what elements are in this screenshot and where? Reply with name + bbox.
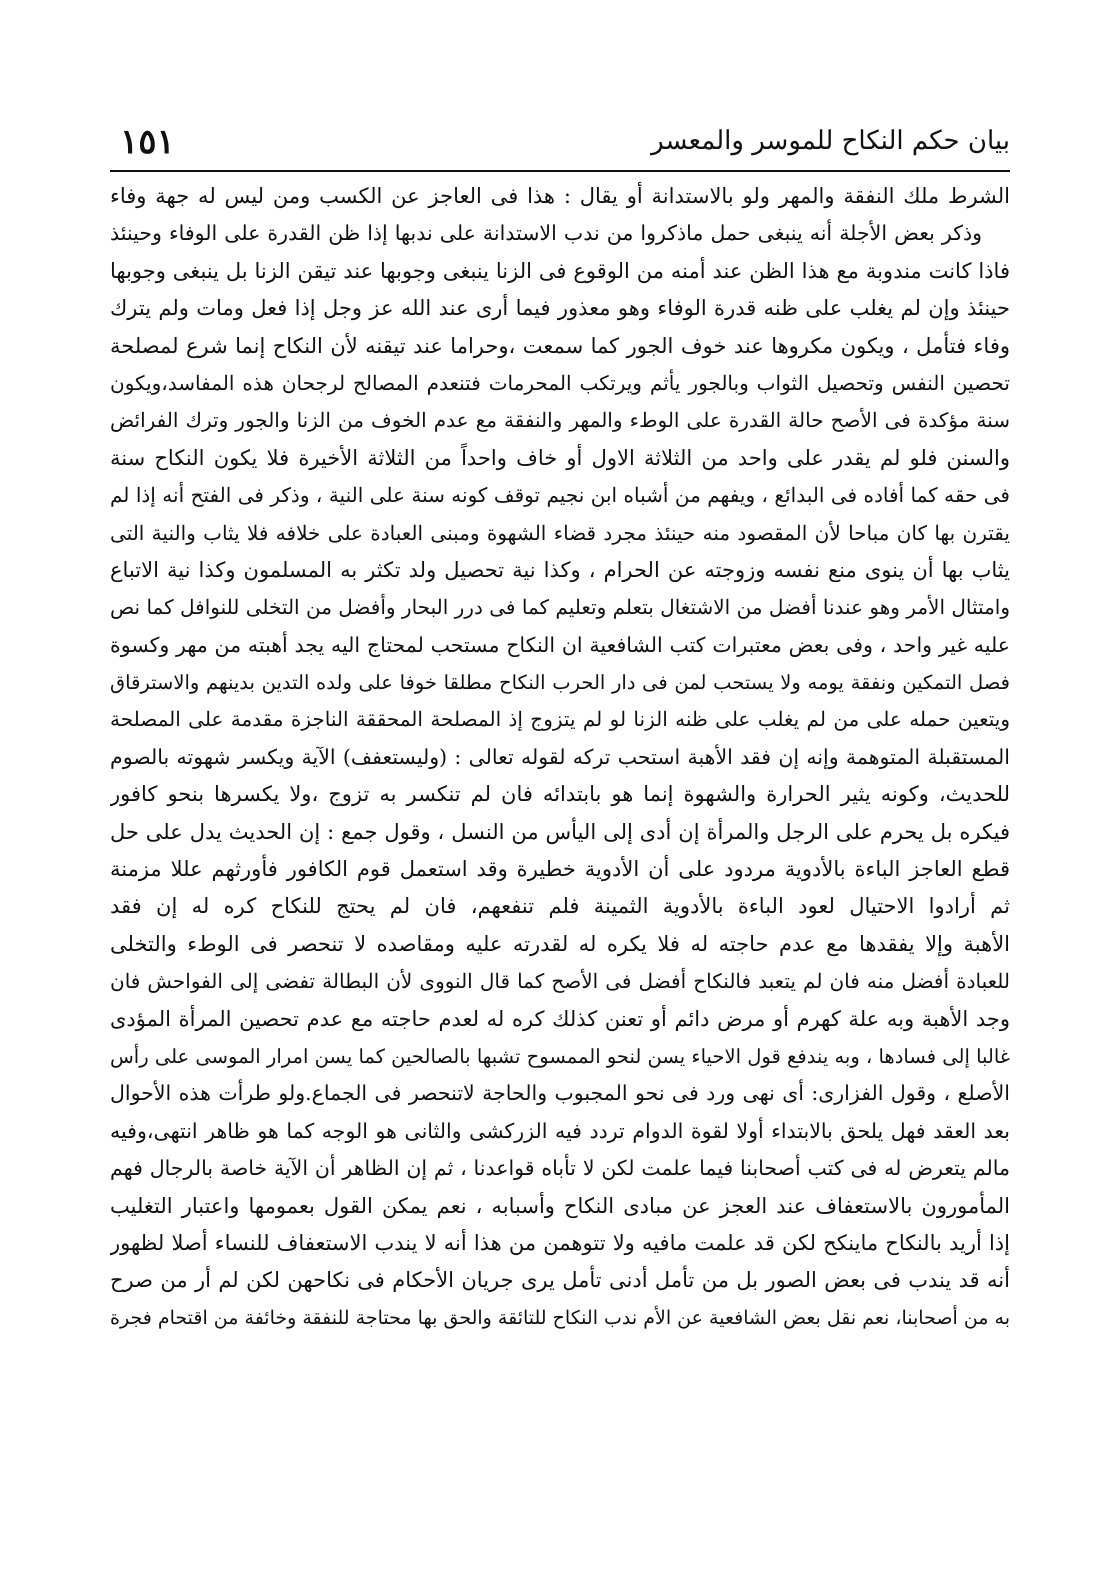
text-line: الشرط ملك النفقة والمهر ولو بالاستدانة أو يقال : هذا فى العاجز عن الكسب ومن ليس له جهة وفاء [110, 184, 1010, 208]
text-line: للعبادة أفضل منه فان لم يتعبد فالنكاح أفضل فى الأصح كما قال النووى لأن البطالة تفضى إلى الفواحش فان [110, 969, 1010, 994]
text-line: فاذا كانت مندوبة مع هذا الظن عند أمنه من الوقوع فى الزنا ينبغى وجوبها عند تيقن الزنا بل ينبغى وجوبها [110, 258, 1010, 283]
text-line: والسنن فلو لم يقدر على واحد من الثلاثة الاول أو خاف واحداً من الثلاثة الأخيرة فلا يكون النكاح سنة [110, 445, 1010, 470]
text-line: فصل التمكين ونفقة يومه ولا يستحب لمن فى دار الحرب النكاح مطلقا خوفا على ولده التدين بدينهم والاسترقاق [110, 671, 1010, 695]
text-line: المأمورون بالاستعفاف عند العجز عن مبادى النكاح وأسبابه ، نعم يمكن القول بعمومها واعتبار التغليب [110, 1193, 1010, 1218]
text-line: سنة مؤكدة فى الأصح حالة القدرة على الوطء والمهر والنفقة مع عدم الخوف من الزنا والجور وترك الفرائض [110, 408, 1010, 433]
text-line: أنه قد يندب فى بعض الصور بل من تأمل أدنى تأمل يرى جريان الأحكام فى نكاحهن لكن لم أر من صرح [110, 1268, 1010, 1293]
text-line: الأهبة وإلا يفقدها مع عدم حاجته له فلا يكره له لقدرته عليه ومقاصده لا تنحصر فى الوطء والتخلى [110, 931, 1010, 956]
text-line: الأصلع ، وقول الفزارى: أى نهى ورد فى نحو المجبوب والحاجة لاتنحصر فى الجماع.ولو طرأت هذه الأحوال [110, 1081, 1010, 1106]
chapter-title: بيان حكم النكاح للموسر والمعسر [651, 126, 1010, 156]
text-line: إذا أريد بالنكاح ماينكح لكن قد علمت مافيه ولا تتوهمن من هذا أنه لا يندب الاستعفاف للنساء أصلا لظهور [110, 1230, 1010, 1255]
text-line: ويتعين حمله على من لم يغلب على ظنه الزنا لو لم يتزوج إذ المصلحة المحققة الناجزة مقدمة على المصلحة [110, 707, 1010, 732]
text-line: به من أصحابنا، نعم نقل بعض الشافعية عن الأم ندب النكاح للتائقة والحق بها محتاجة للنفقة وخائفة من اقتحام فجرة [110, 1306, 1010, 1329]
text-line: وذكر بعض الأجلة أنه ينبغى حمل ماذكروا من ندب الاستدانة على ندبها إذا ظن القدرة على الوفاء وحينئذ [110, 221, 982, 246]
text-line: يثاب بها أن ينوى منع نفسه وزوجته عن الحرام ، وكذا نية تحصيل ولد تكثر به المسلمون وكذا نية الاتباع [110, 557, 1010, 582]
text-line: بعد العقد فهل يلحق بالابتداء أولا لقوة الدوام تردد فيه الزركشى والثانى هو الوجه كما هو ظاهر انتهى،وفيه [110, 1118, 1010, 1143]
text-line: ثم أرادوا الاحتيال لعود الباءة بالأدوية الثمينة فلم تنفعهم، فان لم يحتج للنكاح كره له إن فقد [110, 894, 1010, 919]
text-line: غالبا إلى فسادها ، وبه يندفع قول الاحياء يسن لنحو الممسوح تشبها بالصالحين كما يسن امرار الموسى على رأس [110, 1044, 1010, 1068]
header-rule [110, 170, 1010, 172]
text-line: مالم يتعرض له فى كتب أصحابنا فيما علمت لكن لا تأباه قواعدنا ، ثم إن الظاهر أن الآية خاصة بالرجال فهم [110, 1156, 1010, 1181]
text-line: تحصين النفس وتحصيل الثواب وبالجور يأثم ويرتكب المحرمات فتنعدم المصالح لرجحان هذه المفاسد،ويكون [110, 370, 1010, 395]
text-line: وجد الأهبة وبه علة كهرم أو مرض دائم أو تعنن كذلك كره له لعدم حاجته مع عدم تحصين المرأة المؤدى [110, 1006, 1010, 1031]
text-line: فيكره بل يحرم على الرجل والمرأة إن أدى إلى اليأس من النسل ، وقول جمع : إن الحديث يدل على حل [110, 819, 1010, 844]
text-line: وامتثال الأمر وهو عندنا أفضل من الاشتغال بتعلم وتعليم كما فى درر البحار وأفضل من التخلى للنوافل كما نص [110, 595, 1010, 620]
text-line: وفاء فتأمل ، ويكون مكروها عند خوف الجور كما سمعت ،وحراما عند تيقنه لأن النكاح إنما شرع لمصلحة [110, 333, 1010, 358]
text-line: يقترن بها كان مباحا لأن المقصود منه حينئذ مجرد قضاء الشهوة ومبنى العبادة على خلافه فلا يثاب والنية التى [110, 520, 1010, 545]
page-body [110, 178, 1010, 1337]
text-line: قطع العاجز الباءة بالأدوية مردود على أن الأدوية خطيرة وقد استعمل قوم الكافور فأورثهم عللا مزمنة [110, 857, 1010, 882]
text-line: فى حقه كما أفاده فى البدائع ، ويفهم من أشباه ابن نجيم توقف كونه سنة على النية ، وذكر فى الفتح أنه إذا لم [110, 483, 1010, 508]
text-line: المستقبلة المتوهمة وإنه إن فقد الأهبة استحب تركه لقوله تعالى : (وليستعفف) الآية ويكسر شهوته بالصوم [110, 744, 1010, 769]
page-number: ١٥١ [120, 122, 175, 162]
page-header [110, 120, 1010, 172]
text-line: للحديث، وكونه يثير الحرارة والشهوة إنما هو بابتدائه فان لم تنكسر به تزوج ،ولا يكسرها بنحو كافور [110, 782, 1010, 807]
text-line: عليه غير واحد ، وفى بعض معتبرات كتب الشافعية ان النكاح مستحب لمحتاج اليه يجد أهبته من مهر وكسوة [110, 632, 1010, 657]
text-line: حينئذ وإن لم يغلب على ظنه قدرة الوفاء وهو معذور فيما أرى عند الله عز وجل إذا فعل ومات ولم يترك [110, 296, 1010, 321]
